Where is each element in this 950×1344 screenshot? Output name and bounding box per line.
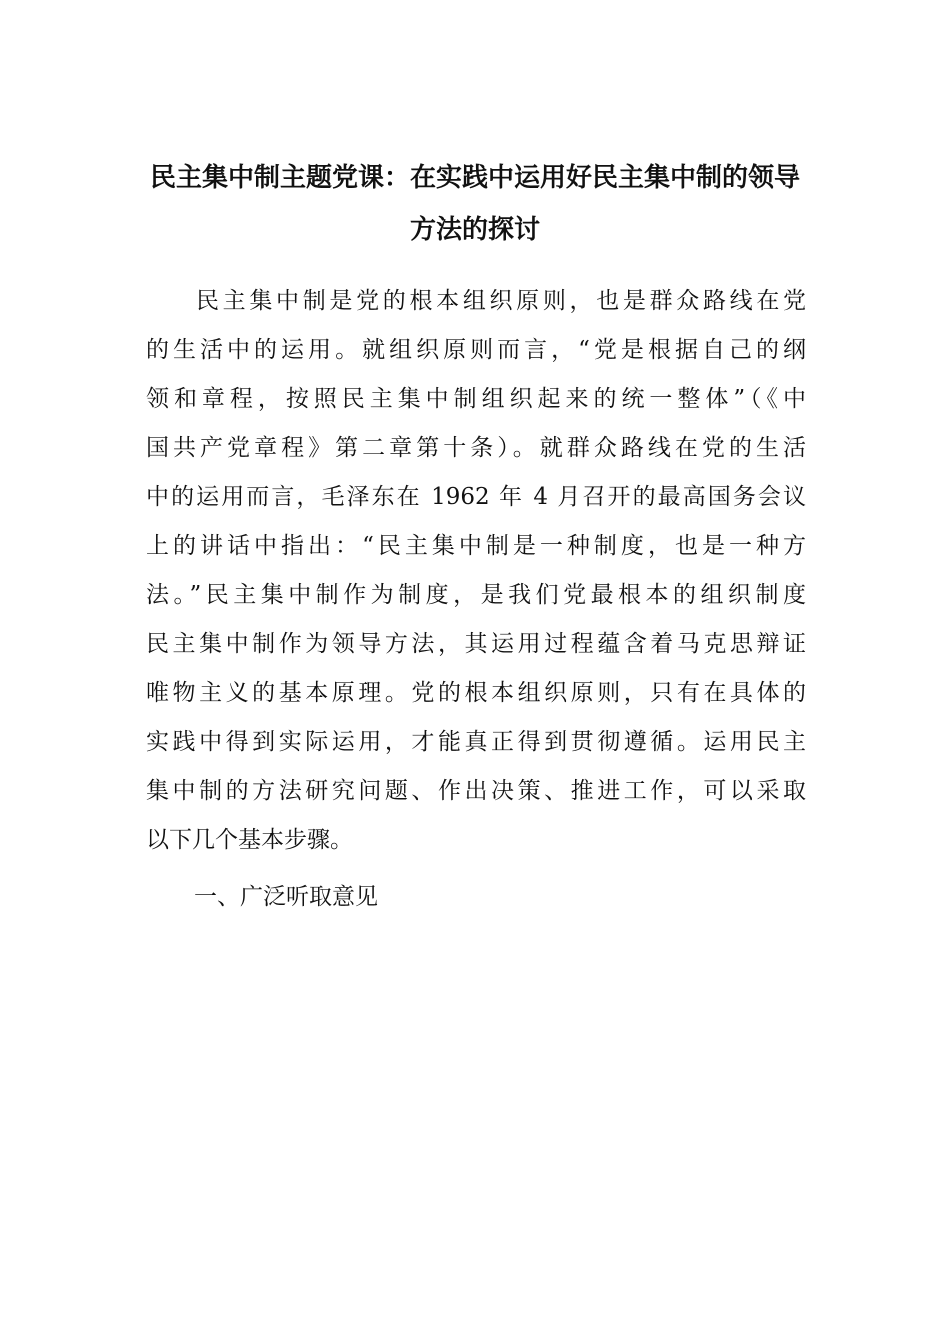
paragraph-line: 中的运用而言，毛泽东在 1962 年 4 月召开的最高国务会议 — [146, 484, 806, 510]
paragraph-line: 以下几个基本步骤。 — [146, 827, 353, 853]
paragraph-line: 集中制的方法研究问题、作出决策、推进工作，可以采取 — [146, 778, 806, 804]
title-line-2: 方法的探讨 — [409, 215, 540, 245]
body-paragraph — [146, 277, 806, 865]
paragraph-line: 唯物主义的基本原理。党的根本组织原则，只有在具体的 — [146, 680, 806, 706]
section-heading: 一、广泛听取意见 — [194, 884, 378, 910]
paragraph-line: 上的讲话中指出：“民主集中制是一种制度，也是一种方 — [146, 533, 806, 559]
paragraph-line: 民主集中制作为领导方法，其运用过程蕴含着马克思辩证 — [146, 631, 806, 657]
document-title — [120, 152, 830, 256]
paragraph-line: 实践中得到实际运用，才能真正得到贯彻遵循。运用民主 — [146, 729, 806, 755]
paragraph-line: 的生活中的运用。就组织原则而言，“党是根据自己的纲 — [146, 337, 806, 363]
paragraph-line: 国共产党章程》第二章第十条）。就群众路线在党的生活 — [146, 435, 806, 461]
title-line-1: 民主集中制主题党课：在实践中运用好民主集中制的领导 — [149, 163, 800, 193]
paragraph-line: 领和章程，按照民主集中制组织起来的统一整体”（《中 — [146, 386, 806, 412]
paragraph-line: 民主集中制是党的根本组织原则，也是群众路线在党 — [196, 288, 806, 314]
paragraph-line: 法。”民主集中制作为制度，是我们党最根本的组织制度 — [146, 582, 806, 608]
